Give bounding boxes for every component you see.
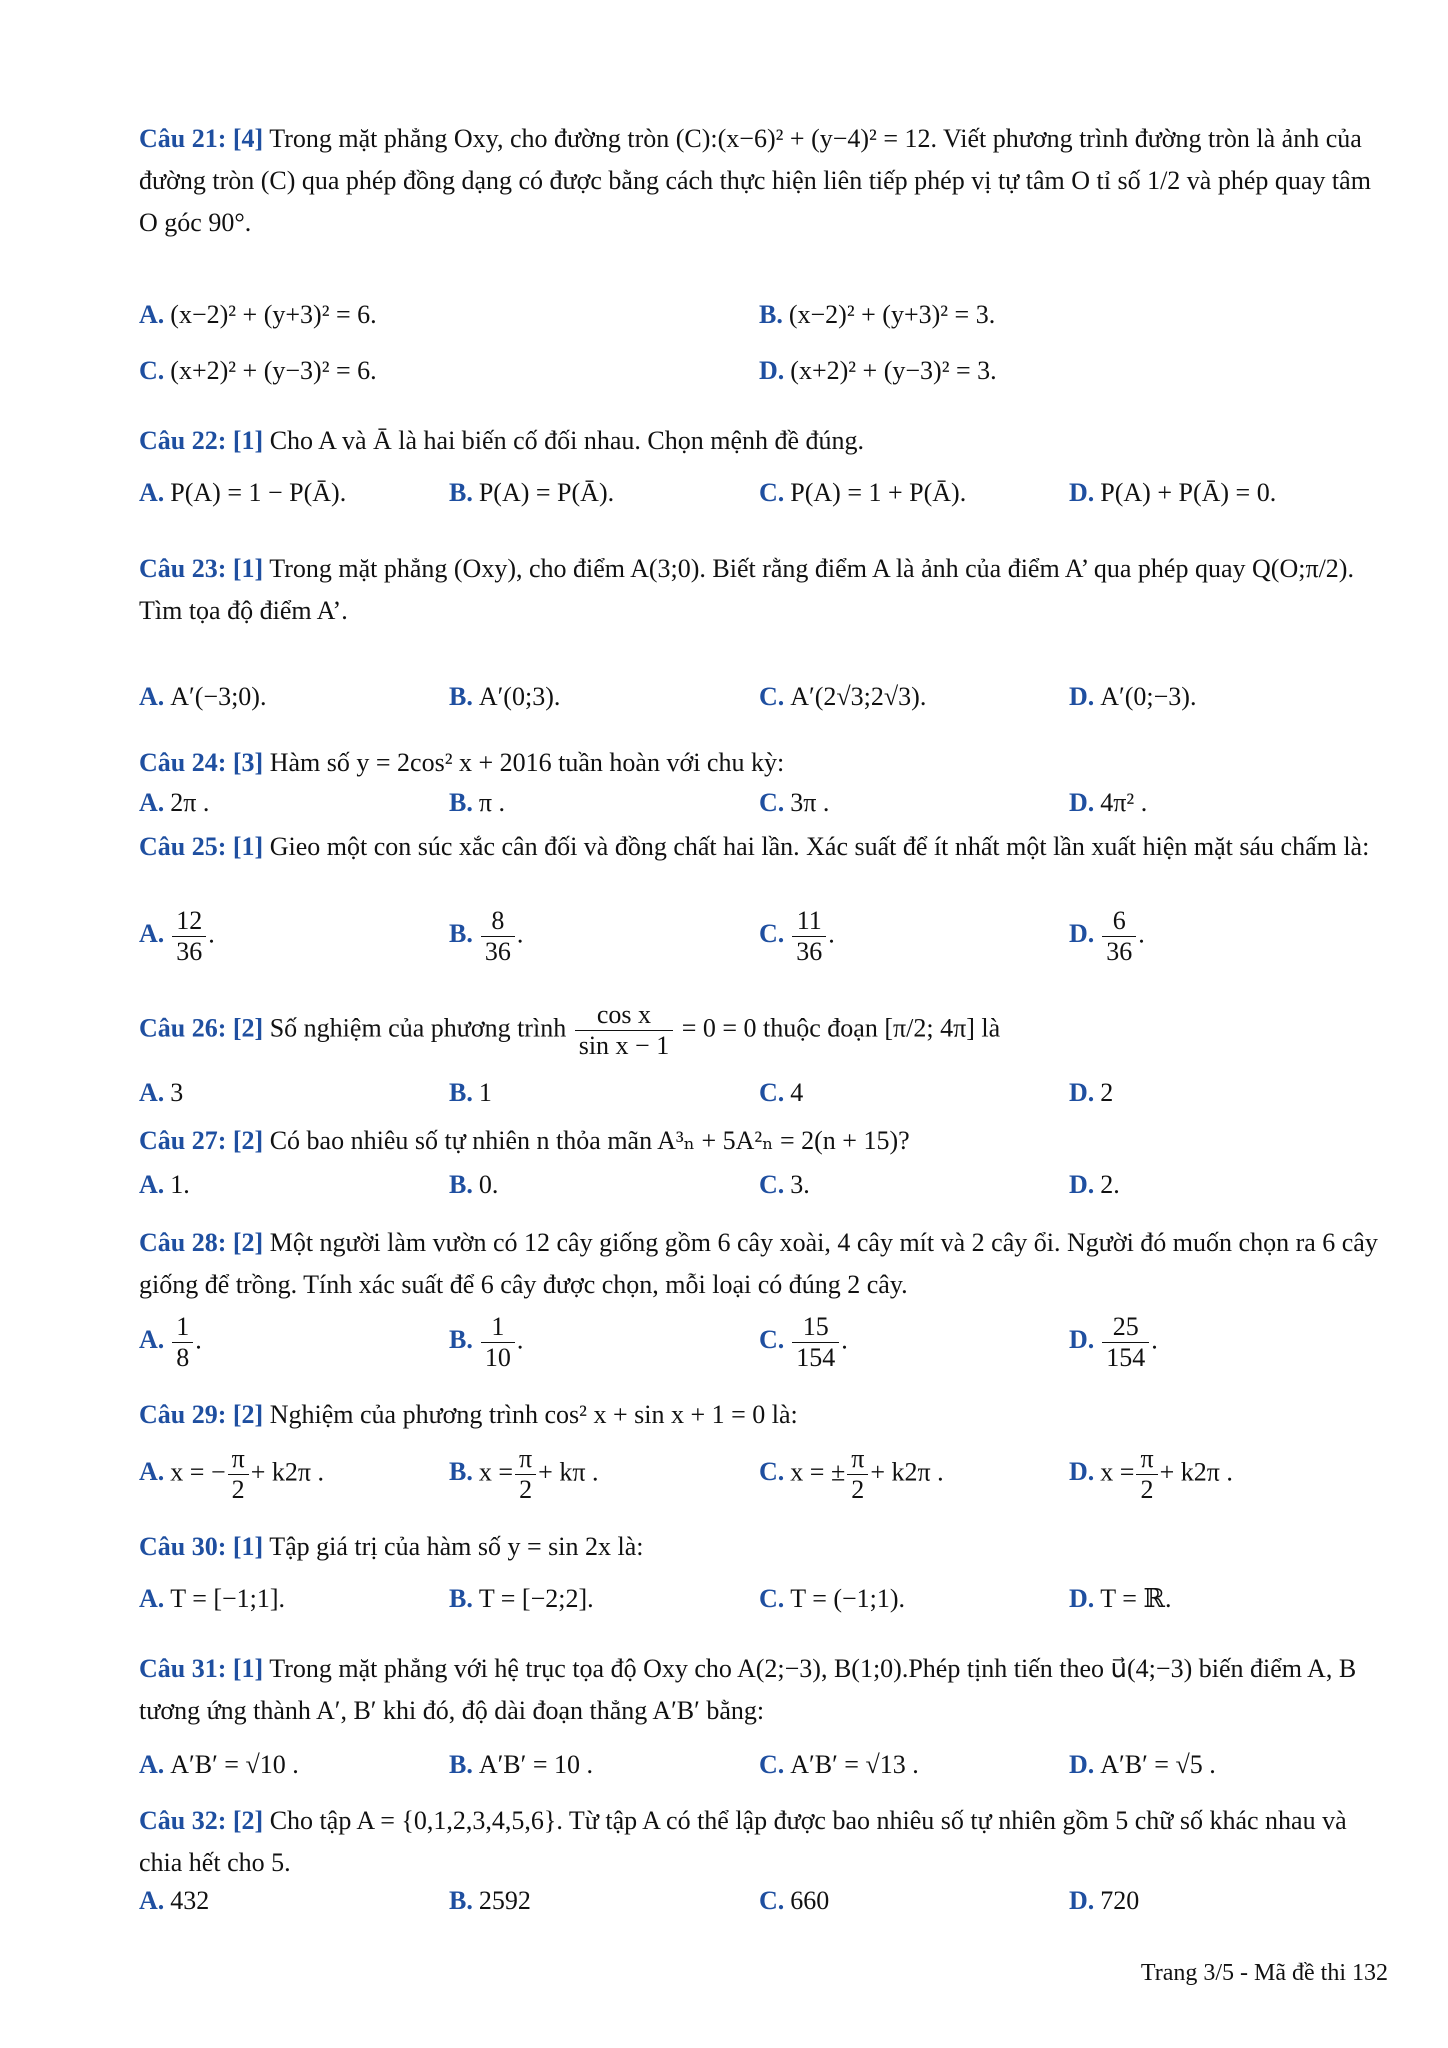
- question-28: [139, 1222, 1389, 1372]
- option-label: B.: [449, 1170, 473, 1199]
- question-number: Câu 31: [1]: [139, 1654, 264, 1683]
- option-label: C.: [759, 1078, 785, 1107]
- option-a[interactable]: [139, 472, 346, 514]
- numerator: π: [515, 1444, 536, 1475]
- option-label: D.: [1069, 1170, 1095, 1199]
- denominator: sin x − 1: [578, 1031, 670, 1060]
- option-label: A.: [139, 1078, 165, 1107]
- option-label: C.: [759, 919, 785, 949]
- option-label: D.: [1069, 1584, 1095, 1613]
- numerator: π: [847, 1444, 868, 1475]
- option-prefix: x =: [478, 1457, 514, 1487]
- option-label: C.: [759, 1886, 785, 1915]
- fraction: [172, 1312, 193, 1373]
- option-a[interactable]: [139, 1444, 324, 1505]
- option-text: A′(0;3).: [478, 682, 561, 711]
- option-a[interactable]: [139, 1578, 285, 1620]
- option-c[interactable]: [759, 1744, 919, 1786]
- option-d[interactable]: D. $\frac{25}{154}$ .: [1069, 1312, 1158, 1372]
- option-d[interactable]: [1069, 1072, 1113, 1114]
- option-a[interactable]: [139, 1164, 190, 1206]
- option-label: B.: [449, 1584, 473, 1613]
- numerator: 1: [172, 1312, 193, 1343]
- question-25: [139, 826, 1389, 966]
- option-text: 2.: [1100, 1170, 1120, 1199]
- option-c[interactable]: [759, 1444, 944, 1505]
- option-d[interactable]: [1069, 782, 1147, 824]
- option-c[interactable]: C. $\frac{15}{154}$ .: [759, 1312, 848, 1372]
- fraction: [172, 906, 206, 967]
- option-b[interactable]: [449, 1444, 598, 1505]
- option-text: 3: [170, 1078, 184, 1107]
- option-d[interactable]: [759, 350, 997, 392]
- option-label: B.: [759, 300, 783, 329]
- option-label: D.: [1069, 788, 1095, 817]
- question-number: Câu 25: [1]: [139, 832, 264, 861]
- question-number: Câu 30: [1]: [139, 1532, 264, 1561]
- question-stem: Tập giá trị của hàm số y = sin 2x là:: [269, 1532, 644, 1561]
- option-label: D.: [1069, 1886, 1095, 1915]
- fraction: [228, 1444, 249, 1505]
- question-stem: Cho tập A = {0,1,2,3,4,5,6}. Từ tập A có thể lập được bao nhiêu số tự nhiên gồm 5 chữ số khác nhau và chia hết cho 5.: [139, 1806, 1347, 1877]
- denominator: 36: [484, 937, 511, 966]
- option-label: B.: [449, 478, 473, 507]
- question-number: Câu 21: [4]: [139, 124, 264, 153]
- option-text: 4: [790, 1078, 804, 1107]
- option-text: 660: [790, 1886, 830, 1915]
- option-text: 0.: [478, 1170, 499, 1199]
- option-text: A′(−3;0).: [170, 682, 267, 711]
- question-stem: Hàm số y = 2cos² x + 2016 tuần hoàn với chu kỳ:: [269, 748, 785, 777]
- option-c[interactable]: [139, 350, 377, 392]
- option-b[interactable]: [449, 1164, 498, 1206]
- option-c[interactable]: [759, 1880, 829, 1922]
- option-b[interactable]: [449, 1578, 594, 1620]
- denominator: 10: [484, 1343, 511, 1372]
- option-text: A′B′ = √10 .: [170, 1750, 299, 1779]
- option-a[interactable]: A. $\frac{12}{36}$ .: [139, 906, 215, 966]
- option-text: (x+2)² + (y−3)² = 3.: [790, 356, 997, 385]
- option-label: D.: [759, 356, 785, 385]
- option-a[interactable]: [139, 294, 377, 336]
- numerator: 6: [1102, 906, 1136, 937]
- fraction: [515, 1444, 536, 1505]
- option-label: A.: [139, 682, 165, 711]
- question-31: [139, 1648, 1389, 1779]
- option-label: C.: [759, 1457, 785, 1487]
- numerator: π: [1136, 1444, 1157, 1475]
- option-suffix: + k2π .: [870, 1457, 944, 1487]
- option-c[interactable]: [759, 1072, 803, 1114]
- question-27: [139, 1120, 1389, 1199]
- option-label: C.: [759, 1750, 785, 1779]
- option-b[interactable]: B. $\frac{8}{36}$ .: [449, 906, 524, 966]
- denominator: 2: [231, 1475, 245, 1504]
- denominator: 154: [1106, 1343, 1146, 1372]
- option-label: B.: [449, 919, 473, 949]
- option-d[interactable]: [1069, 472, 1276, 514]
- option-b[interactable]: [449, 676, 560, 718]
- option-a[interactable]: [139, 1880, 209, 1922]
- option-text: P(A) = 1 + P(Ā).: [790, 478, 967, 507]
- numerator: 25: [1102, 1312, 1149, 1343]
- option-text: (x−2)² + (y+3)² = 6.: [170, 300, 377, 329]
- option-b[interactable]: [449, 1072, 492, 1114]
- question-stem: Nghiệm của phương trình cos² x + sin x + 1 = 0 là:: [269, 1400, 798, 1429]
- denominator: 36: [176, 937, 203, 966]
- fraction: [1102, 906, 1136, 967]
- option-text: 1: [478, 1078, 492, 1107]
- option-label: A.: [139, 1584, 165, 1613]
- option-label: A.: [139, 300, 165, 329]
- denominator: 36: [1106, 937, 1133, 966]
- option-text: P(A) + P(Ā) = 0.: [1100, 478, 1277, 507]
- numerator: 1: [481, 1312, 515, 1343]
- option-label: B.: [449, 1886, 473, 1915]
- question-stem: Số nghiệm của phương trình: [269, 1013, 567, 1043]
- option-label: D.: [1069, 919, 1095, 949]
- option-d[interactable]: [1069, 1880, 1139, 1922]
- option-d[interactable]: [1069, 676, 1196, 718]
- option-label: D.: [1069, 682, 1095, 711]
- fraction: [481, 906, 515, 967]
- fraction: [1102, 1312, 1149, 1373]
- option-label: A.: [139, 1457, 165, 1487]
- option-b[interactable]: [449, 1744, 593, 1786]
- option-b[interactable]: [759, 294, 995, 336]
- option-c[interactable]: [759, 1164, 810, 1206]
- question-21: [139, 118, 1389, 385]
- question-stem: Gieo một con súc xắc cân đối và đồng chất hai lần. Xác suất để ít nhất một lần xuất hiện mặt sáu chấm là:: [269, 832, 1370, 861]
- option-text: T = [−1;1].: [170, 1584, 286, 1613]
- question-number: Câu 28: [2]: [139, 1228, 264, 1257]
- option-b[interactable]: B. $\frac{1}{10}$ .: [449, 1312, 524, 1372]
- option-text: 432: [170, 1886, 210, 1915]
- option-label: C.: [759, 682, 785, 711]
- option-label: D.: [1069, 1750, 1095, 1779]
- question-number: Câu 24: [3]: [139, 748, 264, 777]
- question-26: [139, 1000, 1389, 1107]
- option-text: T = [−2;2].: [478, 1584, 594, 1613]
- option-label: C.: [759, 788, 785, 817]
- question-stem: Trong mặt phẳng Oxy, cho đường tròn (C):(x−6)² + (y−4)² = 12. Viết phương trình đường tròn là ảnh của đường tròn (C) qua phép đồng dạng có được bằng cách thực hiện liên tiếp phép vị tự tâm O tỉ số 1/2 và phép quay tâm O góc 90°.: [139, 124, 1371, 237]
- question-stem-continued: = 0 = 0 thuộc đoạn [π/2; 4π] là: [681, 1013, 1001, 1043]
- option-a[interactable]: A. $\frac{1}{8}$ .: [139, 1312, 202, 1372]
- question-23: [139, 548, 1389, 711]
- option-label: D.: [1069, 478, 1095, 507]
- question-stem: Trong mặt phẳng với hệ trục tọa độ Oxy cho A(2;−3), B(1;0).Phép tịnh tiến theo u⃗(4;−3) biến điểm A, B tương ứng thành A′, B′ khi đó, độ dài đoạn thẳng A′B′ bằng:: [139, 1654, 1357, 1725]
- option-suffix: + k2π .: [1159, 1457, 1233, 1487]
- denominator: 2: [851, 1475, 865, 1504]
- option-label: A.: [139, 1170, 165, 1199]
- option-prefix: x = −: [170, 1457, 226, 1487]
- option-label: B.: [449, 682, 473, 711]
- option-suffix: + k2π .: [250, 1457, 325, 1487]
- option-label: A.: [139, 1886, 165, 1915]
- option-label: C.: [759, 478, 785, 507]
- option-d[interactable]: [1069, 1444, 1233, 1505]
- question-29: [139, 1394, 1389, 1504]
- numerator: 8: [481, 906, 515, 937]
- option-label: A.: [139, 478, 165, 507]
- question-number: Câu 22: [1]: [139, 426, 264, 455]
- question-stem: Cho A và Ā là hai biến cố đối nhau. Chọn mệnh đề đúng.: [269, 426, 865, 455]
- question-30: [139, 1526, 1389, 1613]
- option-label: B.: [449, 1325, 473, 1355]
- denominator: 2: [519, 1475, 533, 1504]
- question-stem: Có bao nhiêu số tự nhiên n thỏa mãn A³ₙ + 5A²ₙ = 2(n + 15)?: [269, 1126, 910, 1155]
- option-d[interactable]: [1069, 1744, 1216, 1786]
- option-c[interactable]: C. $\frac{11}{36}$ .: [759, 906, 835, 966]
- option-c[interactable]: [759, 472, 966, 514]
- fraction: [792, 1312, 839, 1373]
- option-label: C.: [759, 1584, 785, 1613]
- option-prefix: x =: [1100, 1457, 1135, 1487]
- fraction: [575, 1000, 674, 1061]
- question-number: Câu 23: [1]: [139, 554, 264, 583]
- numerator: π: [228, 1444, 249, 1475]
- option-label: A.: [139, 1325, 165, 1355]
- option-d[interactable]: [1069, 1164, 1120, 1206]
- option-text: 2592: [478, 1886, 531, 1915]
- option-d[interactable]: D. $\frac{6}{36}$ .: [1069, 906, 1145, 966]
- question-32: [139, 1800, 1389, 1915]
- option-text: A′(0;−3).: [1100, 682, 1197, 711]
- option-label: B.: [449, 788, 473, 817]
- option-a[interactable]: [139, 1072, 183, 1114]
- fraction: [792, 906, 826, 967]
- option-text: 3π .: [790, 788, 830, 817]
- option-text: 720: [1100, 1886, 1140, 1915]
- numerator: 11: [792, 906, 826, 937]
- denominator: 8: [176, 1343, 190, 1372]
- option-text: T = (−1;1).: [790, 1584, 906, 1613]
- option-a[interactable]: [139, 782, 209, 824]
- denominator: 36: [796, 937, 823, 966]
- option-b[interactable]: [449, 1880, 531, 1922]
- option-text: 2: [1100, 1078, 1114, 1107]
- option-text: (x−2)² + (y+3)² = 3.: [788, 300, 996, 329]
- option-text: P(A) = 1 − P(Ā).: [170, 478, 347, 507]
- option-text: T = ℝ.: [1100, 1584, 1172, 1613]
- option-text: A′B′ = √5 .: [1100, 1750, 1216, 1779]
- denominator: 2: [1140, 1475, 1154, 1504]
- option-text: 3.: [790, 1170, 810, 1199]
- option-c[interactable]: [759, 676, 926, 718]
- question-number: Câu 32: [2]: [139, 1806, 264, 1835]
- option-text: 2π .: [170, 788, 210, 817]
- question-22: [139, 420, 1389, 507]
- option-label: D.: [1069, 1457, 1095, 1487]
- question-number: Câu 27: [2]: [139, 1126, 264, 1155]
- option-label: A.: [139, 919, 165, 949]
- option-b[interactable]: [449, 472, 614, 514]
- option-text: A′(2√3;2√3).: [790, 682, 927, 711]
- page-footer: Trang 3/5 - Mã đề thi 132: [1140, 1960, 1388, 1986]
- option-label: C.: [139, 356, 165, 385]
- option-label: B.: [449, 1078, 473, 1107]
- option-text: A′B′ = √13 .: [790, 1750, 919, 1779]
- numerator: cos x: [575, 1000, 674, 1031]
- option-label: A.: [139, 1750, 165, 1779]
- question-stem: Trong mặt phẳng (Oxy), cho điểm A(3;0). Biết rằng điểm A là ảnh của điểm A’ qua phép quay Q(O;π/2). Tìm tọa độ điểm A’.: [139, 554, 1354, 625]
- option-text: A′B′ = 10 .: [478, 1750, 593, 1779]
- option-a[interactable]: [139, 1744, 299, 1786]
- option-text: π .: [478, 788, 505, 817]
- option-c[interactable]: [759, 1578, 905, 1620]
- question-number: Câu 26: [2]: [139, 1013, 264, 1043]
- fraction: [481, 1312, 515, 1373]
- fraction: [1136, 1444, 1157, 1505]
- option-a[interactable]: [139, 676, 266, 718]
- option-prefix: x = ±: [790, 1457, 846, 1487]
- option-text: (x+2)² + (y−3)² = 6.: [170, 356, 377, 385]
- denominator: 154: [796, 1343, 836, 1372]
- option-c[interactable]: [759, 782, 829, 824]
- option-text: 4π² .: [1100, 788, 1148, 817]
- question-24: [139, 742, 1389, 817]
- option-label: D.: [1069, 1078, 1095, 1107]
- question-number: Câu 29: [2]: [139, 1400, 264, 1429]
- option-label: A.: [139, 788, 165, 817]
- option-d[interactable]: [1069, 1578, 1171, 1620]
- option-suffix: + kπ .: [538, 1457, 599, 1487]
- question-stem: Một người làm vườn có 12 cây giống gồm 6 cây xoài, 4 cây mít và 2 cây ổi. Người đó muốn chọn ra 6 cây giống để trồng. Tính xác suất để 6 cây được chọn, mỗi loại có đúng 2 cây.: [139, 1228, 1378, 1299]
- option-label: C.: [759, 1325, 785, 1355]
- option-text: 1.: [170, 1170, 190, 1199]
- option-label: B.: [449, 1750, 473, 1779]
- option-label: D.: [1069, 1325, 1095, 1355]
- option-b[interactable]: [449, 782, 505, 824]
- numerator: 15: [792, 1312, 839, 1343]
- option-text: P(A) = P(Ā).: [478, 478, 615, 507]
- option-label: C.: [759, 1170, 785, 1199]
- option-label: B.: [449, 1457, 473, 1487]
- numerator: 12: [172, 906, 206, 937]
- fraction: [847, 1444, 868, 1505]
